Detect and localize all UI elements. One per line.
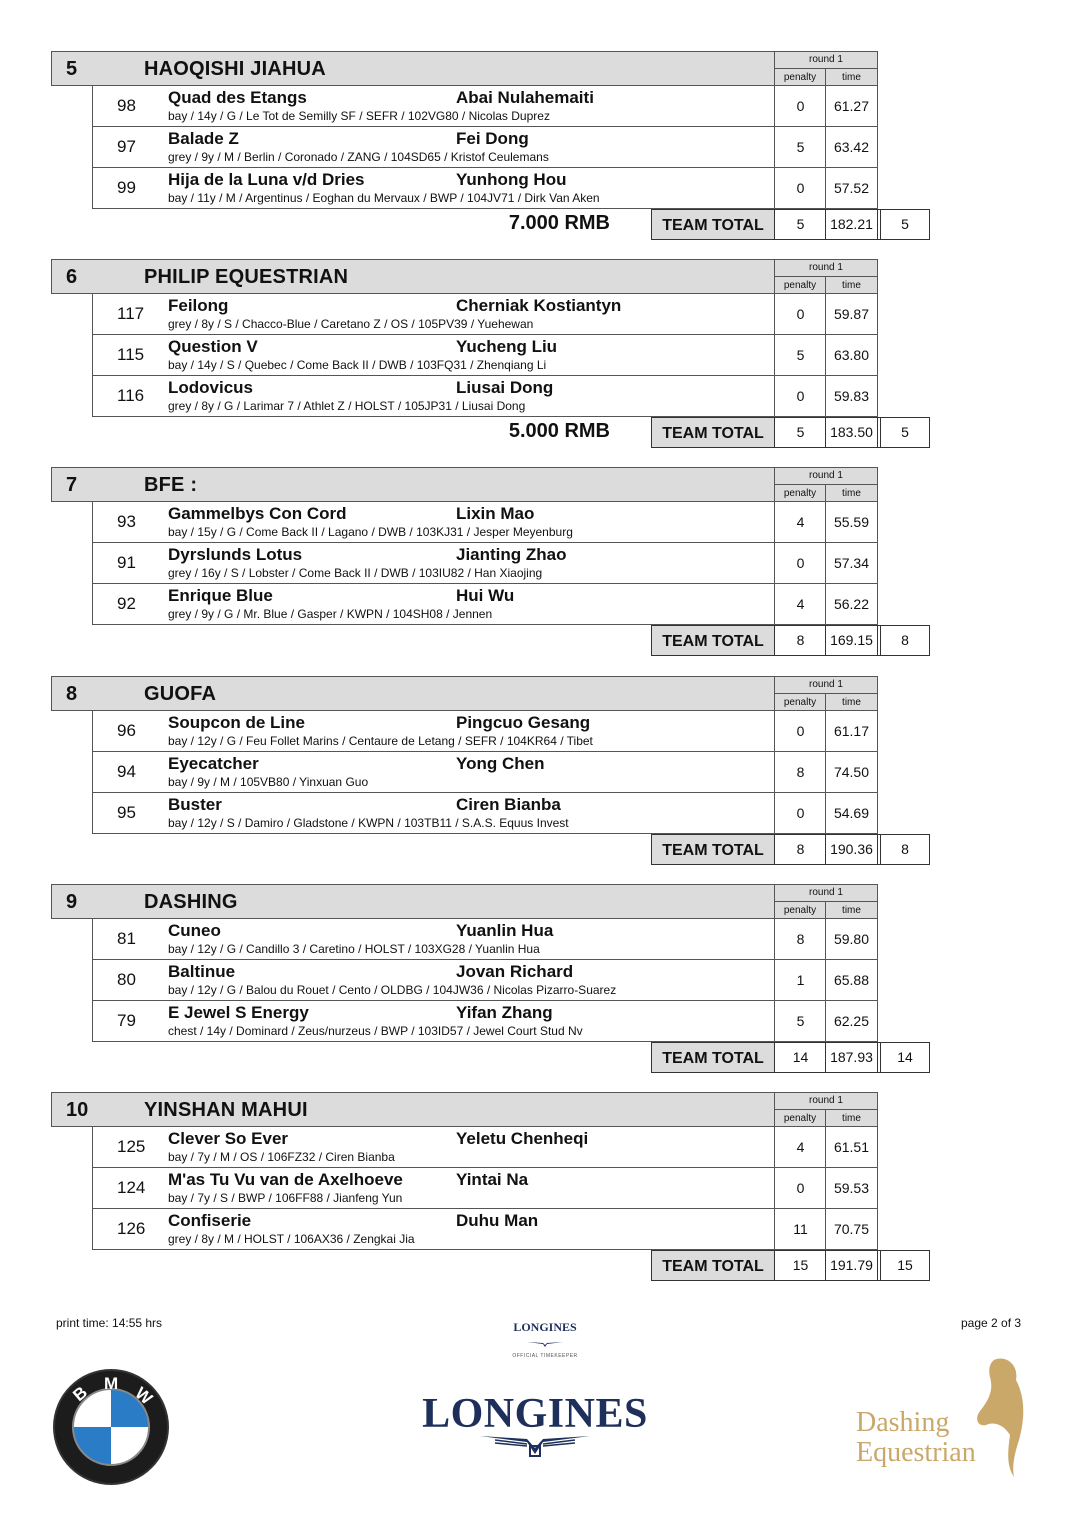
start-number: 115 — [117, 345, 145, 364]
rider-result — [774, 86, 878, 127]
prize-money: 7.000 RMB — [508, 212, 610, 234]
horse-name: Baltinue — [168, 962, 236, 981]
round-header — [774, 1092, 878, 1127]
horse-info: grey / 8y / G / Larimar 7 / Athlet Z / HOLST / 105JP31 / Liusai Dong — [168, 399, 526, 413]
round-header — [774, 884, 878, 919]
rider-penalty: 0 — [796, 98, 805, 114]
bmw-letter-b: B — [69, 1382, 91, 1406]
horse-info: grey / 9y / M / Berlin / Coronado / ZANG / 104SD65 / Kristof Ceulemans — [168, 150, 549, 164]
longines-logo-text: LONGINES — [422, 1391, 648, 1437]
team-total-label: TEAM TOTAL — [651, 1250, 775, 1281]
rider-penalty: 0 — [796, 388, 805, 404]
team-result: 14 — [897, 1049, 913, 1065]
horse-info: bay / 14y / G / Le Tot de Semilly SF / SEFR / 102VG80 / Nicolas Duprez — [168, 109, 550, 123]
team-total-label: TEAM TOTAL — [651, 625, 775, 656]
start-number: 97 — [117, 137, 136, 156]
penalty-column-label: penalty — [775, 485, 826, 502]
penalty-column-label: penalty — [775, 69, 826, 86]
round-label: round 1 — [775, 468, 877, 485]
longines-logo — [405, 1390, 665, 1460]
round-label: round 1 — [775, 677, 877, 694]
team-rank: 7 — [66, 474, 78, 496]
horse-info: bay / 12y / G / Feu Follet Marins / Centaure de Letang / SEFR / 104KR64 / Tibet — [168, 734, 593, 748]
rider-name: Yucheng Liu — [456, 337, 558, 356]
rider-penalty: 0 — [796, 723, 805, 739]
rider-time: 74.50 — [833, 764, 870, 780]
rider-row — [92, 711, 775, 752]
penalty-column-label: penalty — [775, 694, 826, 711]
rider-time: 59.83 — [833, 388, 870, 404]
team-header — [51, 1092, 775, 1127]
rider-result — [774, 502, 878, 543]
team-total-time: 182.21 — [830, 216, 873, 232]
horse-info: bay / 12y / S / Damiro / Gladstone / KWPN / 103TB11 / S.A.S. Equus Invest — [168, 816, 569, 830]
rider-name: Fei Dong — [456, 129, 529, 148]
team-name: PHILIP EQUESTRIAN — [144, 266, 349, 288]
rider-result — [774, 919, 878, 960]
rider-penalty: 4 — [796, 596, 805, 612]
bmw-logo — [52, 1368, 170, 1486]
horse-name: Question V — [168, 337, 258, 356]
team-total-time: 183.50 — [830, 424, 873, 440]
start-number: 126 — [117, 1219, 146, 1238]
rider-row — [92, 919, 775, 960]
rider-time: 70.75 — [833, 1221, 870, 1237]
rider-row — [92, 335, 775, 376]
horse-info: chest / 14y / Dominard / Zeus/nurzeus / BWP / 103ID57 / Jewel Court Stud Nv — [168, 1024, 583, 1038]
horse-info: bay / 11y / M / Argentinus / Eoghan du Mervaux / BWP / 104JV71 / Dirk Van Aken — [168, 191, 600, 205]
team-total-time: 191.79 — [830, 1257, 873, 1273]
time-column-label: time — [842, 72, 861, 83]
rider-time: 59.53 — [833, 1180, 870, 1196]
rider-time: 57.52 — [833, 180, 870, 196]
team-header — [51, 259, 775, 294]
team-total-time: 190.36 — [830, 841, 873, 857]
rider-name: Yeletu Chenheqi — [456, 1129, 589, 1148]
team-header — [51, 884, 775, 919]
team-total — [774, 625, 930, 656]
rider-result — [774, 543, 878, 584]
rider-name: Hui Wu — [456, 586, 515, 605]
team-block — [0, 884, 1080, 1094]
team-name: GUOFA — [144, 683, 217, 705]
rider-penalty: 4 — [796, 514, 805, 530]
rider-name: Yunhong Hou — [456, 170, 567, 189]
page-number: page 2 of 3 — [961, 1316, 1022, 1330]
horse-info: bay / 7y / S / BWP / 106FF88 / Jianfeng Yun — [168, 1191, 403, 1205]
time-column-label: time — [842, 905, 861, 916]
team-result: 5 — [901, 424, 909, 440]
horse-name: Quad des Etangs — [168, 88, 307, 107]
rider-result — [774, 335, 878, 376]
rider-time: 61.51 — [833, 1139, 870, 1155]
round-header — [774, 467, 878, 502]
team-result: 8 — [901, 632, 909, 648]
rider-penalty: 0 — [796, 555, 805, 571]
rider-row — [92, 1209, 775, 1250]
dashing-text: Dashing — [856, 1407, 950, 1438]
rider-penalty: 0 — [796, 180, 805, 196]
rider-result — [774, 1127, 878, 1168]
rider-name: Jianting Zhao — [456, 545, 567, 564]
team-header — [51, 51, 775, 86]
rider-penalty: 8 — [796, 764, 805, 780]
bmw-roundel-icon — [52, 1368, 170, 1486]
horse-info: bay / 12y / G / Candillo 3 / Caretino / HOLST / 103XG28 / Yuanlin Hua — [168, 942, 540, 956]
round-header — [774, 259, 878, 294]
rider-row — [92, 584, 775, 625]
start-number: 91 — [117, 553, 136, 572]
horse-name: Cuneo — [168, 921, 221, 940]
rider-row — [92, 168, 775, 209]
team-block — [0, 676, 1080, 886]
team-total — [774, 834, 930, 865]
time-column-label: time — [842, 488, 861, 499]
start-number: 124 — [117, 1178, 146, 1197]
rider-row — [92, 127, 775, 168]
horse-name: Balade Z — [168, 129, 239, 148]
horse-name: Enrique Blue — [168, 586, 273, 605]
bmw-letter-m: M — [104, 1374, 119, 1393]
team-total — [774, 417, 930, 448]
rider-time: 63.42 — [833, 139, 870, 155]
rider-result — [774, 711, 878, 752]
rider-result — [774, 584, 878, 625]
start-number: 95 — [117, 803, 136, 822]
start-number: 99 — [117, 178, 136, 197]
team-total-penalty: 8 — [796, 841, 805, 857]
team-name: HAOQISHI JIAHUA — [144, 58, 326, 80]
rider-time: 59.87 — [833, 306, 870, 322]
start-number: 94 — [117, 762, 136, 781]
rider-penalty: 0 — [796, 1180, 805, 1196]
rider-result — [774, 1168, 878, 1209]
rider-name: Yong Chen — [456, 754, 545, 773]
team-result: 8 — [901, 841, 909, 857]
rider-penalty: 8 — [796, 931, 805, 947]
rider-row — [92, 502, 775, 543]
team-total-label: TEAM TOTAL — [651, 1042, 775, 1073]
rider-row — [92, 960, 775, 1001]
start-number: 125 — [117, 1137, 146, 1156]
horse-name: Eyecatcher — [168, 754, 259, 773]
bmw-letter-w: W — [131, 1383, 156, 1409]
team-name: DASHING — [144, 891, 238, 913]
rider-penalty: 5 — [796, 139, 805, 155]
rider-penalty: 0 — [796, 306, 805, 322]
team-total-penalty: 5 — [796, 424, 805, 440]
rider-name: Yintai Na — [456, 1170, 529, 1189]
team-total-label: TEAM TOTAL — [651, 834, 775, 865]
team-result: 15 — [897, 1257, 913, 1273]
team-name: BFE : — [144, 474, 198, 496]
rider-time: 55.59 — [833, 514, 870, 530]
team-total-penalty: 8 — [796, 632, 805, 648]
rider-time: 54.69 — [833, 805, 870, 821]
rider-row — [92, 86, 775, 127]
team-total-time: 169.15 — [830, 632, 873, 648]
horse-info: bay / 15y / G / Come Back II / Lagano / DWB / 103KJ31 / Jesper Meyenburg — [168, 525, 573, 539]
rider-row — [92, 376, 775, 417]
round-header — [774, 51, 878, 86]
rider-row — [92, 793, 775, 834]
start-number: 79 — [117, 1011, 136, 1030]
rider-name: Yuanlin Hua — [456, 921, 554, 940]
rider-result — [774, 752, 878, 793]
rider-result — [774, 127, 878, 168]
penalty-column-label: penalty — [775, 277, 826, 294]
horse-info: grey / 9y / G / Mr. Blue / Gasper / KWPN / 104SH08 / Jennen — [168, 607, 493, 621]
rider-name: Pingcuo Gesang — [456, 713, 591, 732]
rider-time: 61.27 — [833, 98, 870, 114]
team-rank: 6 — [66, 266, 78, 288]
rider-name: Liusai Dong — [456, 378, 554, 397]
prize-money: 5.000 RMB — [508, 420, 610, 442]
start-number: 81 — [117, 929, 136, 948]
start-number: 92 — [117, 594, 136, 613]
rider-penalty: 5 — [796, 347, 805, 363]
team-block — [0, 259, 1080, 469]
horse-name: Confiserie — [168, 1211, 252, 1230]
horse-name: Buster — [168, 795, 222, 814]
time-column-label: time — [842, 1113, 861, 1124]
horse-info: bay / 7y / M / OS / 106FZ32 / Ciren Bianba — [168, 1150, 395, 1164]
team-total — [774, 1250, 930, 1281]
rider-result — [774, 168, 878, 209]
dashing-equestrian-logo — [852, 1355, 1042, 1485]
horse-name: Feilong — [168, 296, 229, 315]
penalty-column-label: penalty — [775, 1110, 826, 1127]
rider-name: Yifan Zhang — [456, 1003, 553, 1022]
small-logo-text: LONGINES — [513, 1320, 577, 1334]
rider-result — [774, 1209, 878, 1250]
round-label: round 1 — [775, 1093, 877, 1110]
rider-time: 63.80 — [833, 347, 870, 363]
team-total-time: 187.93 — [830, 1049, 873, 1065]
horse-name: Lodovicus — [168, 378, 254, 397]
team-total — [774, 209, 930, 240]
start-number: 96 — [117, 721, 136, 740]
horse-info: bay / 9y / M / 105VB80 / Yinxuan Guo — [168, 775, 369, 789]
horse-info: grey / 8y / M / HOLST / 106AX36 / Zengkai Jia — [168, 1232, 415, 1246]
horse-name: Gammelbys Con Cord — [168, 504, 347, 523]
start-number: 98 — [117, 96, 136, 115]
small-wings-icon — [525, 1340, 565, 1348]
rider-row — [92, 752, 775, 793]
team-total-label: TEAM TOTAL — [651, 417, 775, 448]
rider-name: Cherniak Kostiantyn — [456, 296, 622, 315]
rider-row — [92, 1001, 775, 1042]
round-header — [774, 676, 878, 711]
team-total-penalty: 5 — [796, 216, 805, 232]
rider-time: 61.17 — [833, 723, 870, 739]
horse-info: bay / 12y / G / Balou du Rouet / Cento / OLDBG / 104JW36 / Nicolas Pizarro-Suarez — [168, 983, 617, 997]
horse-name: Hija de la Luna v/d Dries — [168, 170, 365, 189]
rider-result — [774, 1001, 878, 1042]
rider-result — [774, 960, 878, 1001]
rider-time: 65.88 — [833, 972, 870, 988]
start-number: 116 — [117, 386, 145, 405]
rider-row — [92, 1127, 775, 1168]
horse-name: Dyrslunds Lotus — [168, 545, 303, 564]
round-label: round 1 — [775, 52, 877, 69]
team-rank: 8 — [66, 683, 78, 705]
rider-name: Jovan Richard — [456, 962, 574, 981]
rider-penalty: 5 — [796, 1013, 805, 1029]
start-number: 93 — [117, 512, 136, 531]
horse-name: Clever So Ever — [168, 1129, 289, 1148]
horse-name: Soupcon de Line — [168, 713, 305, 732]
team-header — [51, 676, 775, 711]
round-label: round 1 — [775, 885, 877, 902]
team-result: 5 — [901, 216, 909, 232]
rider-row — [92, 543, 775, 584]
rider-penalty: 0 — [796, 805, 805, 821]
rider-result — [774, 376, 878, 417]
penalty-column-label: penalty — [775, 902, 826, 919]
rider-time: 56.22 — [833, 596, 870, 612]
rider-result — [774, 793, 878, 834]
rider-name: Ciren Bianba — [456, 795, 561, 814]
rider-name: Abai Nulahemaiti — [456, 88, 594, 107]
team-block — [0, 51, 1080, 261]
team-total-label: TEAM TOTAL — [651, 209, 775, 240]
team-block — [0, 1092, 1080, 1302]
team-rank: 10 — [66, 1099, 89, 1121]
team-rank: 9 — [66, 891, 78, 913]
time-column-label: time — [842, 280, 861, 291]
rider-penalty: 4 — [796, 1139, 805, 1155]
rider-name: Lixin Mao — [456, 504, 535, 523]
horse-info: grey / 16y / S / Lobster / Come Back II / DWB / 103IU82 / Han Xiaojing — [168, 566, 543, 580]
rider-name: Duhu Man — [456, 1211, 539, 1230]
start-number: 80 — [117, 970, 136, 989]
equestrian-text: Equestrian — [856, 1437, 976, 1468]
rider-time: 57.34 — [833, 555, 870, 571]
team-total-penalty: 14 — [792, 1049, 809, 1065]
start-number: 117 — [117, 304, 145, 323]
small-logo-subtitle: OFFICIAL TIMEKEEPER — [512, 1353, 578, 1359]
rider-result — [774, 294, 878, 335]
rider-time: 62.25 — [833, 1013, 870, 1029]
rider-penalty: 1 — [796, 972, 805, 988]
longines-small-logo — [505, 1320, 585, 1359]
rider-time: 59.80 — [833, 931, 870, 947]
round-label: round 1 — [775, 260, 877, 277]
team-rank: 5 — [66, 58, 78, 80]
team-block — [0, 467, 1080, 677]
horse-name: M'as Tu Vu van de Axelhoeve — [168, 1170, 403, 1189]
team-header — [51, 467, 775, 502]
longines-wings-icon — [475, 1432, 595, 1458]
rider-penalty: 11 — [793, 1221, 808, 1237]
time-column-label: time — [842, 697, 861, 708]
print-time: print time: 14:55 hrs — [56, 1316, 163, 1330]
team-total-penalty: 15 — [792, 1257, 809, 1273]
rider-row — [92, 294, 775, 335]
rider-row — [92, 1168, 775, 1209]
team-total — [774, 1042, 930, 1073]
horse-info: grey / 8y / S / Chacco-Blue / Caretano Z / OS / 105PV39 / Yuehewan — [168, 317, 534, 331]
horse-name: E Jewel S Energy — [168, 1003, 309, 1022]
team-name: YINSHAN MAHUI — [144, 1099, 308, 1121]
horse-info: bay / 14y / S / Quebec / Come Back II / DWB / 103FQ31 / Zhenqiang Li — [168, 358, 547, 372]
